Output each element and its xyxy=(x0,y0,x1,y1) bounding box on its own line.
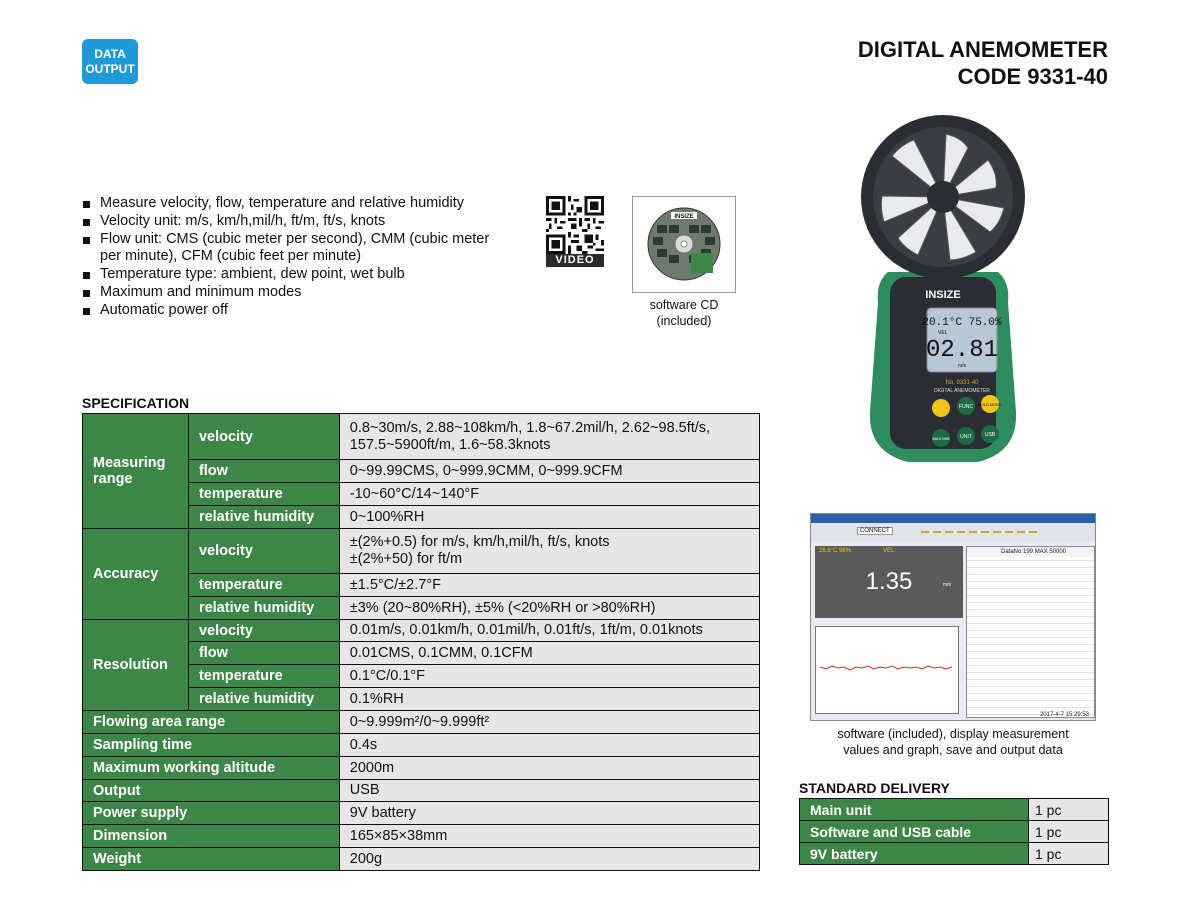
qr-video-label: VIDEO xyxy=(546,254,604,267)
spec-label: Dimension xyxy=(83,825,340,848)
badge-line2: OUTPUT xyxy=(85,61,135,76)
badge-line1: DATA xyxy=(94,46,126,61)
group-resolution: Resolution xyxy=(83,620,189,711)
device-name: DIGITAL ANEMOMETER xyxy=(934,388,990,394)
sw-timestamp: 2017-4-7 15:29:53 xyxy=(1039,712,1089,718)
sw-reading: 1.35 xyxy=(865,568,913,595)
usb-button: USB xyxy=(984,432,996,438)
spec-value: 165×85×38mm xyxy=(339,825,759,848)
delivery-item-name: 9V battery xyxy=(800,843,1029,865)
group-accuracy: Accuracy xyxy=(83,529,189,620)
spec-value xyxy=(339,529,759,574)
delivery-item-qty: 1 pc xyxy=(1029,843,1109,865)
lcd-main: 02.81 xyxy=(925,337,999,364)
feature-item: Automatic power off xyxy=(82,302,510,320)
spec-value-line: ±(2%+50) for ft/m xyxy=(349,551,463,567)
cd-caption-line1: software CD xyxy=(649,298,719,312)
spec-value: 0.8~30m/s, 2.88~108km/h, 1.8~67.2mil/h, 2.62~98.5ft/s, 157.5~5900ft/m, 1.6~58.3knots xyxy=(339,414,759,460)
hold-button: HOLD MODE xyxy=(977,402,1003,407)
delivery-item-name: Software and USB cable xyxy=(800,821,1029,843)
spec-value: 0~99.99CMS, 0~999.9CMM, 0~999.9CFM xyxy=(339,460,759,483)
standard-delivery-heading: STANDARD DELIVERY xyxy=(799,780,950,796)
spec-value: 0~9.999m²/0~9.999ft² xyxy=(339,711,759,734)
spec-label: flow xyxy=(188,460,339,483)
cd-brand: INSIZE xyxy=(674,214,694,220)
spec-value: 0~100%RH xyxy=(339,506,759,529)
product-title xyxy=(858,36,1108,90)
device-model: No. 9331-40 xyxy=(945,380,979,386)
lcd-unit: m/s xyxy=(957,363,967,369)
lcd-vel: VEL xyxy=(938,330,948,336)
lcd-top: 20.1°C 75.0% xyxy=(922,317,1002,329)
sw-titlebar xyxy=(811,514,1095,523)
specification-heading: SPECIFICATION xyxy=(82,395,190,411)
spec-value: 200g xyxy=(339,848,759,871)
sw-lcd-left: 26.8°C 98% xyxy=(819,548,852,554)
spec-value: -10~60°C/14~140°F xyxy=(339,483,759,506)
spec-value: ±1.5°C/±2.7°F xyxy=(339,574,759,597)
spec-label: Weight xyxy=(83,848,340,871)
power-button-icon xyxy=(932,399,950,417)
feature-item: Temperature type: ambient, dew point, wet bulb xyxy=(82,266,510,284)
spec-label: temperature xyxy=(188,665,339,688)
group-measuring-range: Measuring range xyxy=(83,414,189,529)
software-caption xyxy=(810,726,1096,758)
cd-icon xyxy=(633,197,735,292)
spec-value: 0.01m/s, 0.01km/h, 0.01mil/h, 0.01ft/s, 1ft/m, 0.01knots xyxy=(339,620,759,642)
spec-value: 0.4s xyxy=(339,734,759,757)
spec-label: temperature xyxy=(188,483,339,506)
spec-label: velocity xyxy=(188,414,339,460)
sw-grid-header: DataNo 199 MAX 50000 xyxy=(967,547,1094,557)
spec-value: USB xyxy=(339,780,759,802)
func-button: FUNC xyxy=(959,404,973,410)
spec-label: Output xyxy=(83,780,340,802)
feature-item: Measure velocity, flow, temperature and relative humidity xyxy=(82,195,510,213)
spec-label: temperature xyxy=(188,574,339,597)
specification-table xyxy=(82,413,760,871)
qr-code-icon[interactable] xyxy=(546,196,604,254)
spec-value: 0.01CMS, 0.1CMM, 0.1CFM xyxy=(339,642,759,665)
spec-label: flow xyxy=(188,642,339,665)
sw-status-dots xyxy=(921,531,1041,533)
spec-value: 2000m xyxy=(339,757,759,780)
delivery-item-qty: 1 pc xyxy=(1029,821,1109,843)
spec-label: Maximum working altitude xyxy=(83,757,340,780)
product-code: CODE 9331-40 xyxy=(957,64,1108,89)
spec-label: velocity xyxy=(188,620,339,642)
sw-connect-button: CONNECT xyxy=(857,527,893,535)
software-cd-image xyxy=(632,196,736,293)
feature-item: Velocity unit: m/s, km/h,mil/h, ft/m, ft/s, knots xyxy=(82,213,510,231)
spec-label: Sampling time xyxy=(83,734,340,757)
product-name: DIGITAL ANEMOMETER xyxy=(857,37,1108,62)
spec-value: ±3% (20~80%RH), ±5% (<20%RH or >80%RH) xyxy=(339,597,759,620)
spec-value-line: ±(2%+0.5) for m/s, km/h,mil/h, ft/s, knots xyxy=(349,534,610,550)
spec-value: 0.1%RH xyxy=(339,688,759,711)
software-caption-line1: software (included), display measurement xyxy=(837,727,1069,741)
spec-label: Flowing area range xyxy=(83,711,340,734)
feature-item: Maximum and minimum modes xyxy=(82,284,510,302)
spec-label: velocity xyxy=(188,529,339,574)
feature-item: Flow unit: CMS (cubic meter per second), CMM (cubic meter per minute), CFM (cubic feet per minute) xyxy=(82,231,510,267)
sw-unit: m/s xyxy=(943,582,952,588)
cd-caption xyxy=(620,297,748,329)
delivery-item-qty: 1 pc xyxy=(1029,799,1109,821)
sw-graph xyxy=(815,626,959,714)
spec-value: 0.1°C/0.1°F xyxy=(339,665,759,688)
cd-caption-line2: (included) xyxy=(656,314,712,328)
data-output-badge xyxy=(82,39,138,84)
maxmin-button: MAX MIN xyxy=(932,436,950,441)
sw-lcd xyxy=(815,546,963,618)
unit-button: UNIT xyxy=(960,434,972,440)
device-brand: INSIZE xyxy=(925,289,961,301)
sw-toolbar xyxy=(811,523,1095,541)
standard-delivery-table xyxy=(799,798,1109,865)
sw-lcd-vel: VEL xyxy=(883,548,895,554)
spec-value: 9V battery xyxy=(339,802,759,825)
sw-data-grid xyxy=(966,546,1095,718)
software-screenshot xyxy=(810,513,1096,721)
spec-label: relative humidity xyxy=(188,597,339,620)
spec-label: Power supply xyxy=(83,802,340,825)
software-caption-line2: values and graph, save and output data xyxy=(843,743,1063,757)
anemometer-image xyxy=(858,112,1028,467)
spec-label: relative humidity xyxy=(188,506,339,529)
delivery-item-name: Main unit xyxy=(800,799,1029,821)
spec-label: relative humidity xyxy=(188,688,339,711)
feature-list xyxy=(82,195,510,320)
